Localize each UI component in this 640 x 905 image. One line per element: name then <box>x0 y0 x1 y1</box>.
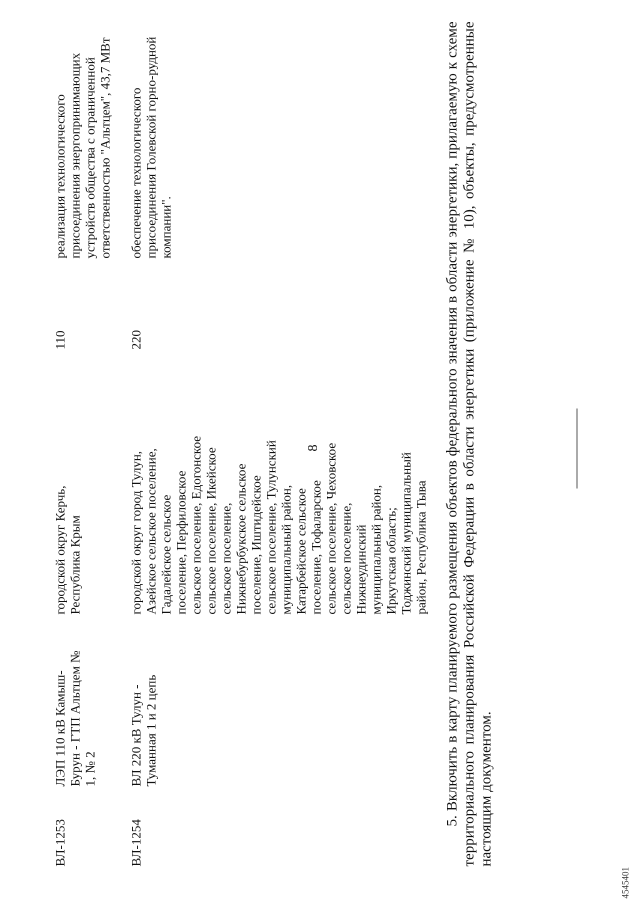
object-code: ВЛ-1254 <box>128 819 143 867</box>
location-line: сельское поселение, Икейское <box>203 447 218 615</box>
location-line: Иркутская область; <box>383 507 398 615</box>
table-row <box>128 0 438 905</box>
object-voltage: 110 <box>52 330 67 350</box>
object-purpose: обеспечение технологического присоединения Голевской горно-рудной компании". <box>128 36 173 259</box>
location-line: поселение, Перфиловское <box>173 470 188 615</box>
object-location <box>128 340 428 615</box>
location-line: Нижнебурбукское сельское <box>233 463 248 615</box>
object-name: ВЛ 220 кВ Тулун - Туманная 1 и 2 цепь <box>128 674 158 787</box>
location-line: поселение, Иштидейское <box>248 475 263 615</box>
object-purpose: реализация технологического присоединения энергопринимающих устройств общества с ограниченной ответственностью "Альтцем", 43,7 МВт <box>52 37 112 259</box>
amendment-paragraph <box>444 22 495 867</box>
object-code: ВЛ-1253 <box>52 819 67 867</box>
location-line: сельское поселение, Едогонское <box>188 435 203 615</box>
location-line: Тоджинский муниципальный <box>398 452 413 615</box>
location-line: муниципальный район, <box>368 484 383 615</box>
location-line: городской округ Керчь, <box>52 485 67 615</box>
location-line: городской округ город Тулун, <box>128 450 143 615</box>
paragraph-text: 5. Включить в карту планируемого размещения объектов федерального значения в области энергетики, прилагаемую к схеме территориального планирования Российской Федерации в области энергетики (приложение № 10), объекты, предусмотренные настоящим документом. <box>444 21 494 867</box>
object-location <box>52 340 82 615</box>
location-line: сельское поселение, <box>218 502 233 615</box>
location-line: Гадалейское сельское <box>158 494 173 615</box>
page-number: 8 <box>306 444 321 452</box>
object-voltage: 220 <box>128 330 143 350</box>
location-line: сельское поселение, Чеховское <box>323 442 338 615</box>
table-row <box>52 0 132 905</box>
location-line: поселение, Тофаларское <box>308 480 323 615</box>
location-line: Катарбейское сельское <box>293 488 308 615</box>
location-line: Республика Крым <box>67 515 82 615</box>
location-line: сельское поселение, Тулунский <box>263 440 278 615</box>
location-line: муниципальный район, <box>278 484 293 615</box>
section-divider <box>576 409 577 489</box>
document-code: 4545401 <box>620 867 630 899</box>
location-line: сельское поселение, <box>338 502 353 615</box>
location-line: Нижнеудинский <box>353 524 368 615</box>
location-line: Азейское сельское поселение, <box>143 448 158 615</box>
object-name: ЛЭП 110 кВ Камыш-Бурун - ГТП Альтцем № 1, № 2 <box>52 650 97 787</box>
location-line: район, Республика Тыва <box>413 480 428 615</box>
